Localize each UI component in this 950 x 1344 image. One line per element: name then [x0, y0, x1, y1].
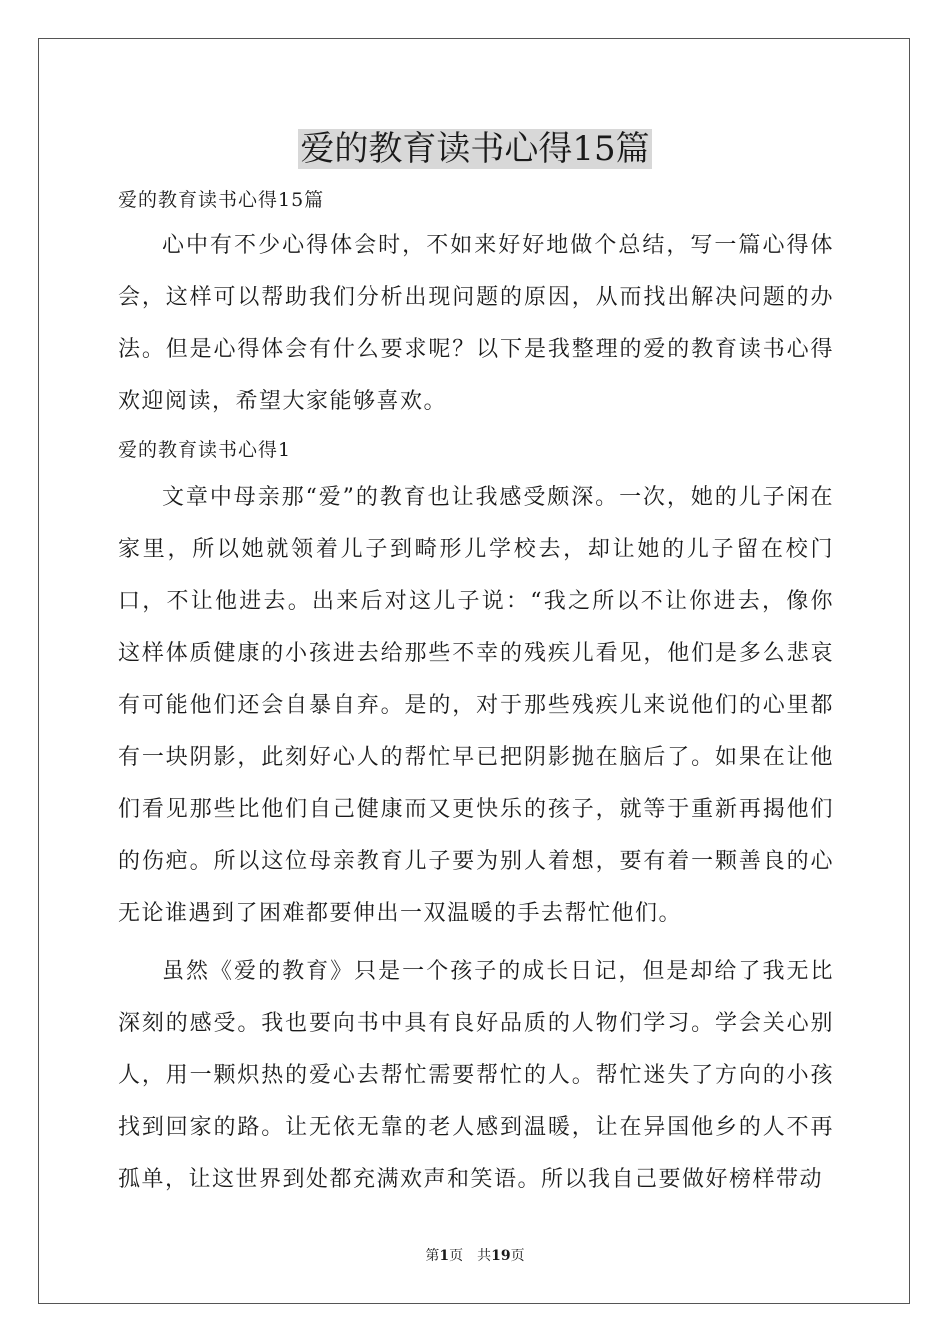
document-title [0, 126, 950, 172]
section-heading: 爱的教育读书心得1 [118, 439, 292, 461]
body-paragraph-2: 虽然《爱的教育》只是一个孩子的成长日记，但是却给了我无比深刻的感受。我也要向书中具有良好品质的人物们学习。学会关心别人，用一颗炽热的爱心去帮忙需要帮忙的人。帮忙迷失了方向的小孩找到回家的路。让无依无靠的老人感到温暖，让在异国他乡的人不再孤单，让这世界到处都充满欢声和笑语。所以我自己要做好榜样带动 [118, 959, 834, 1192]
footer-prefix: 第 [425, 1248, 440, 1264]
footer-total-pages: 19 [491, 1248, 511, 1264]
body-paragraph-1: 文章中母亲那“爱”的教育也让我感受颇深。一次，她的儿子闲在家里，所以她就领着儿子到畸形儿学校去，却让她的儿子留在校门口，不让他进去。出来后对这儿子说：“我之所以不让你进去，像你这样体质健康的小孩进去给那些不幸的残疾儿看见，他们是多么悲哀有可能他们还会自暴自弃。是的，对于那些残疾儿来说他们的心里都有一块阴影，此刻好心人的帮忙早已把阴影抛在脑后了。如果在让他们看见那些比他们自己健康而又更快乐的孩子，就等于重新再揭他们的伤疤。所以这位母亲教育儿子要为别人着想，要有着一颗善良的心无论谁遇到了困难都要伸出一双温暖的手去帮忙他们。 [118, 485, 834, 926]
document-title-text: 爱的教育读书心得15篇 [300, 129, 650, 169]
document-body [118, 182, 834, 1206]
document-subtitle: 爱的教育读书心得15篇 [118, 189, 325, 211]
intro-paragraph: 心中有不少心得体会时，不如来好好地做个总结，写一篇心得体会，这样可以帮助我们分析出现问题的原因，从而找出解决问题的办法。但是心得体会有什么要求呢？以下是我整理的爱的教育读书心得欢迎阅读，希望大家能够喜欢。 [118, 233, 834, 414]
footer-page-number: 1 [439, 1248, 450, 1264]
footer-suffix: 页 [510, 1248, 525, 1264]
footer-mid: 页 共 [449, 1248, 492, 1264]
page-footer [0, 1246, 950, 1266]
